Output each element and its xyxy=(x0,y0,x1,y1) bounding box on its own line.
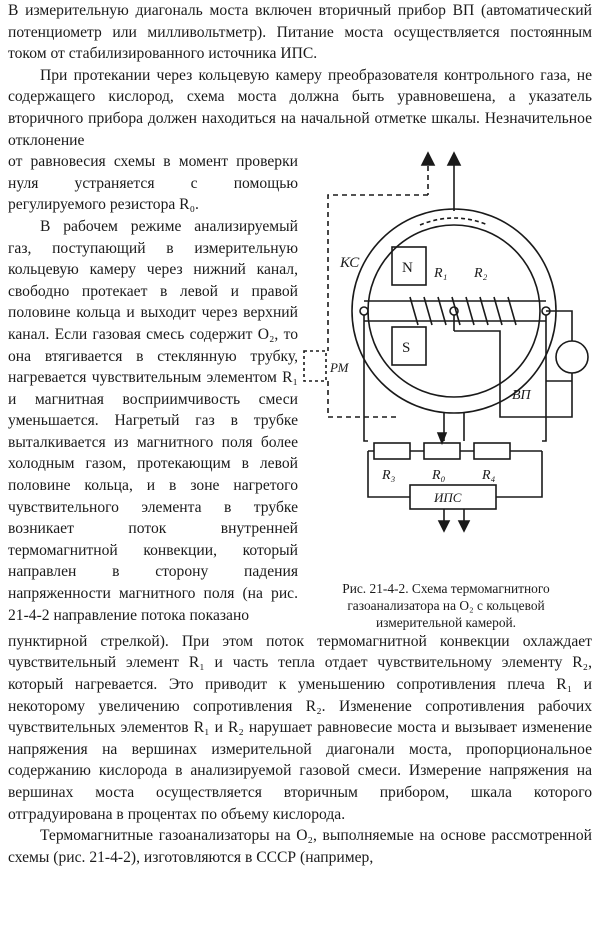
thermomagnetic-analyzer-diagram xyxy=(300,151,592,569)
glass-tube xyxy=(364,301,546,321)
label-r2: R₂ xyxy=(474,266,488,282)
label-ips: ИПС xyxy=(434,490,462,506)
ring-chamber-inner xyxy=(368,225,540,397)
terminal-left xyxy=(360,307,368,315)
label-ks: КС xyxy=(340,255,360,272)
page xyxy=(8,0,592,868)
bridge-wires xyxy=(364,315,572,441)
rm-box xyxy=(304,351,326,381)
ring-chamber-outer xyxy=(352,209,556,413)
label-r1: R₁ xyxy=(434,266,448,282)
resistor-r4 xyxy=(474,443,510,459)
ips-arrow-left xyxy=(439,521,449,531)
vp-meter xyxy=(556,341,588,373)
label-n: N xyxy=(402,260,413,277)
paragraph-3-left: В рабочем режиме анализируемый газ, поступающий в измерительную кольцевую камеру через нижний канал, свободно протекает в левой и правой половине кольца и выходит через верхний канал. Если газовая смесь содержит O₂, то она втягивается в стеклянную трубку, нагревается чувствительным элементом R₁ и магнитная восприимчивость смеси уменьшается. Нагретый газ в трубке выталкивается из магнитного поля более холодным газом, протекающим в левой половине кольца, и в зоне нагретого чувствительного элемента в трубке возникает поток внутренней термомагнитной конвекции, который направлен в сторону падения напряженности магнитного поля (на рис. 21-4-2 направление потока показано xyxy=(8,217,298,624)
label-s: S xyxy=(402,340,411,357)
label-pm: РМ xyxy=(330,360,349,376)
label-r4: R₄ xyxy=(482,468,496,484)
label-r0: R₀ xyxy=(432,468,446,484)
paragraph-2-left: от равновесия схемы в момент проверки нуля устраняется с помощью регулируемого резистора R₀. xyxy=(8,153,298,214)
arrow-up-left xyxy=(422,153,434,165)
label-r3: R₃ xyxy=(382,468,396,484)
figure-21-4-2 xyxy=(300,151,592,631)
ips-arrow-right xyxy=(459,521,469,531)
top-arrow-flow xyxy=(420,218,488,225)
paragraph-3-full: пунктирной стрелкой). При этом поток термомагнитной конвекции охлаждает чувствительный элемент R₁ и часть тепла отдает чувствительному элементу R₂, который нагревается. Это приводит к уменьшению сопротивления плеча R₁ и некоторому увеличению сопротивления R₂. Изменение сопротивления рабочих чувствительных элементов R₁ и R₂ нарушает равновесие моста и вызывает изменение напряжения на вершинах измерительной диагонали моста, пропорциональное содержанию кислорода в анализируемой газовой смеси. Измерение напряжения на вершинах моста осуществляется вторичным прибором, шкала которого отградуирована в процентах по объему кислорода. xyxy=(8,632,592,823)
inlet-channel xyxy=(444,413,464,441)
paragraph-4: Термомагнитные газоанализаторы на O₂, выполняемые на основе рассмотренной схемы (рис. 21-4-2), изготовляются в СССР (например, xyxy=(8,827,592,866)
figure-caption: Рис. 21-4-2. Схема термомагнитного газоанализатора на O₂ с кольцевой измерительной камерой. xyxy=(342,580,550,630)
resistor-r3 xyxy=(374,443,410,459)
r0-slider-arrow xyxy=(438,433,446,443)
resistor-r0 xyxy=(424,443,460,459)
label-vp: ВП xyxy=(512,388,531,404)
paragraph-2-top: При протекании через кольцевую камеру преобразователя контрольного газа, не содержащего кислород, схема моста должна быть уравновешена, а указатель вторичного прибора должен находиться на начальной отметке шкалы. Незначительное отклонение xyxy=(8,66,592,149)
vp-wire xyxy=(546,311,572,417)
paragraph-1: В измерительную диагональ моста включен вторичный прибор ВП (автоматический потенциометр или милливольтметр). Питание моста осуществляется постоянным током от стабилизированного источника ИПС. xyxy=(8,2,592,63)
left-text-column xyxy=(8,151,298,626)
